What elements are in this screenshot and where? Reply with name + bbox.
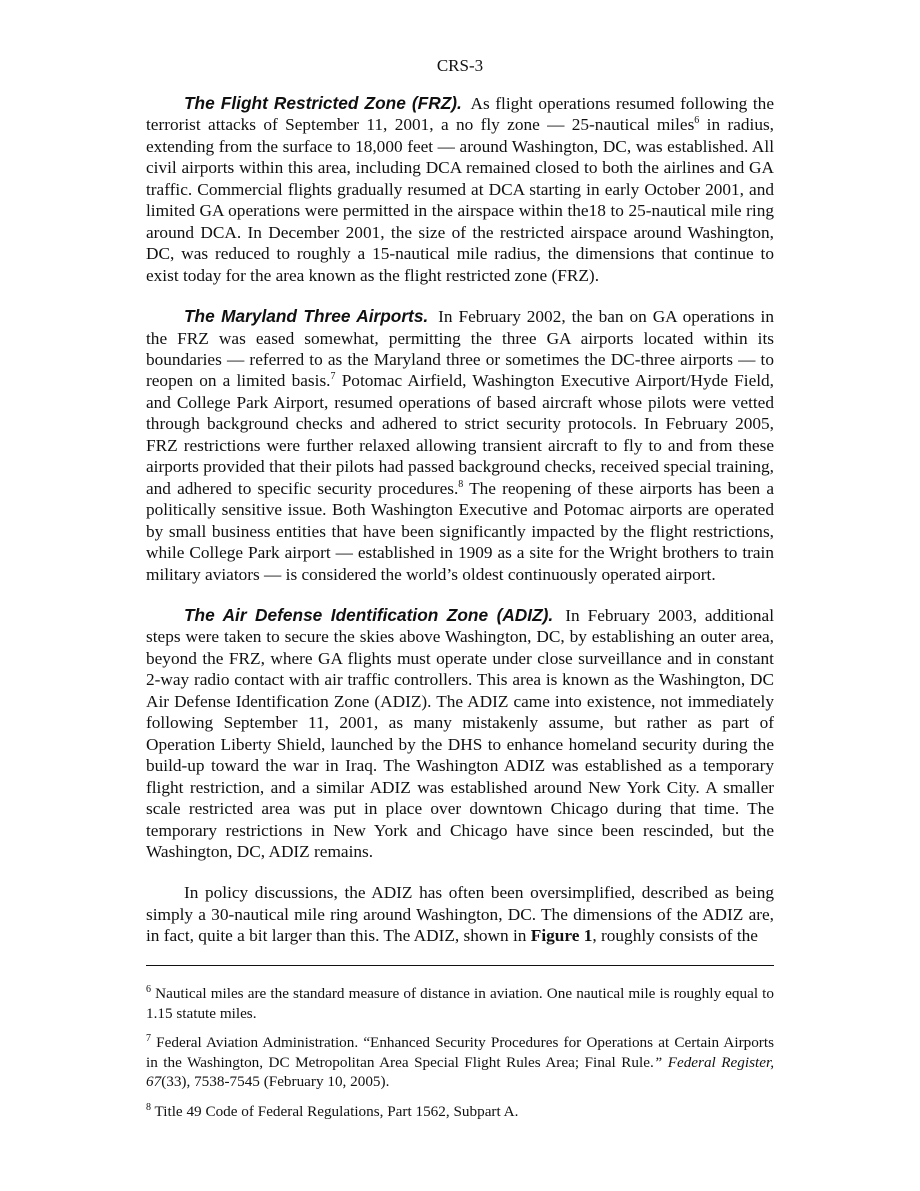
paragraph-frz (146, 93, 774, 286)
frz-text-a: As flight operations resumed following the terrorist attacks of September 11, 2001, a no fly zone — 25-nautical miles (146, 94, 774, 135)
adiz-text: In February 2003, additional steps were taken to secure the skies above Washington, DC, by establishing an outer area, beyond the FRZ, where GA flights must operate under close surveillance and in constant 2-way radio contact with air traffic controllers. This area is known as the Washington, DC Air Defense Identification Zone (ADIZ). The ADIZ came into existence, not immediately following September 11, 2001, as many mistakenly assume, but rather as part of Operation Liberty Shield, launched by the DHS to enhance homeland security during the build-up toward the war in Iraq. The Washington ADIZ was established as a temporary flight restriction, and a similar ADIZ was established around New York City. A smaller scale restricted area was put in place over downtown Chicago during that time. The temporary restrictions in New York and Chicago have since been rescinded, but the Washington, DC, ADIZ remains. (146, 605, 775, 861)
footnote-7 (146, 1033, 774, 1092)
footnote-6-number: 6 (146, 983, 151, 995)
footnote-ref-6[interactable]: 6 (694, 115, 700, 127)
footnote-7-number: 7 (146, 1032, 151, 1044)
footnote-6 (146, 984, 774, 1023)
section-title-adiz: The Air Defense Identification Zone (ADIZ). (184, 604, 554, 625)
section-title-maryland-three: The Maryland Three Airports. (184, 306, 429, 327)
footnotes (146, 984, 774, 1131)
md3-text-a: In February 2002, the ban on GA operations in the FRZ was eased somewhat, permitting the three GA airports located within its boundaries — referred to as the Maryland three or sometimes the DC-three airports — to reopen on a limited basis. (146, 307, 774, 391)
footnote-divider (146, 965, 774, 966)
policy-text-a: In policy discussions, the ADIZ has often been oversimplified, described as being simply a 30-nautical mile ring around Washington, DC. The dimensions of the ADIZ are, in fact, quite a bit larger than this. The ADIZ, shown in (146, 883, 774, 946)
md3-text-b: Potomac Airfield, Washington Executive Airport/Hyde Field, and College Park Airport, resumed operations of based aircraft whose pilots were vetted through background checks and adhered to strict security protocols. In February 2005, FRZ restrictions were further relaxed allowing transient aircraft to fly to and from these airports provided that their pilots had passed background checks, received special training, and adhered to specific security procedures. (146, 371, 775, 498)
footnote-7-quote-close: ” (653, 1053, 663, 1071)
footnote-8-number: 8 (146, 1101, 151, 1113)
footnote-8 (146, 1102, 774, 1122)
figure-1-reference[interactable]: Figure 1 (530, 926, 593, 946)
paragraph-maryland-three (146, 306, 774, 585)
footnote-7-citation: (33), 7538-7545 (February 10, 2005). (161, 1073, 390, 1090)
page-number-header: CRS-3 (436, 56, 484, 75)
paragraph-adiz (146, 605, 774, 862)
paragraph-policy (146, 882, 774, 946)
policy-text-b: , roughly consists of the (592, 926, 758, 946)
body-text (146, 93, 774, 967)
footnote-7-text: Federal Aviation Administration. “Enhanced Security Procedures for Operations at Certain Airports in the Washington, DC Metropolitan Area Special Flight Rules Area; Final Rule. (146, 1034, 774, 1071)
footnote-ref-7[interactable]: 7 (330, 371, 336, 383)
footnote-6-text: Nautical miles are the standard measure of distance in aviation. One nautical mile is roughly equal to 1.15 statute miles. (146, 985, 774, 1022)
footnote-8-text: Title 49 Code of Federal Regulations, Part 1562, Subpart A. (151, 1102, 519, 1120)
footnote-ref-8[interactable]: 8 (458, 478, 464, 490)
md3-text-c: The reopening of these airports has been a politically sensitive issue. Both Washington Executive and Potomac airports are operated by small business entities that have been significantly impacted by the flight restrictions, while College Park airport — established in 1909 as a site for the Wright brothers to train military aviators — is considered the world’s oldest continuously operated airport. (146, 478, 774, 584)
frz-text-b: in radius, extending from the surface to 18,000 feet — around Washington, DC, was established. All civil airports within this area, including DCA remained closed to both the airlines and GA traffic. Commercial flights gradually resumed at DCA starting in early October 2001, and limited GA operations were permitted in the airspace within the18 to 25-nautical mile ring around DCA. In December 2001, the size of the restricted airspace around Washington, DC, was reduced to roughly a 15-nautical mile radius, the dimensions that continue to exist today for the area known as the flight restricted zone (FRZ). (146, 115, 774, 285)
footnote-7-journal: Federal Register, 67 (146, 1053, 774, 1090)
section-title-frz: The Flight Restricted Zone (FRZ). (184, 93, 462, 113)
